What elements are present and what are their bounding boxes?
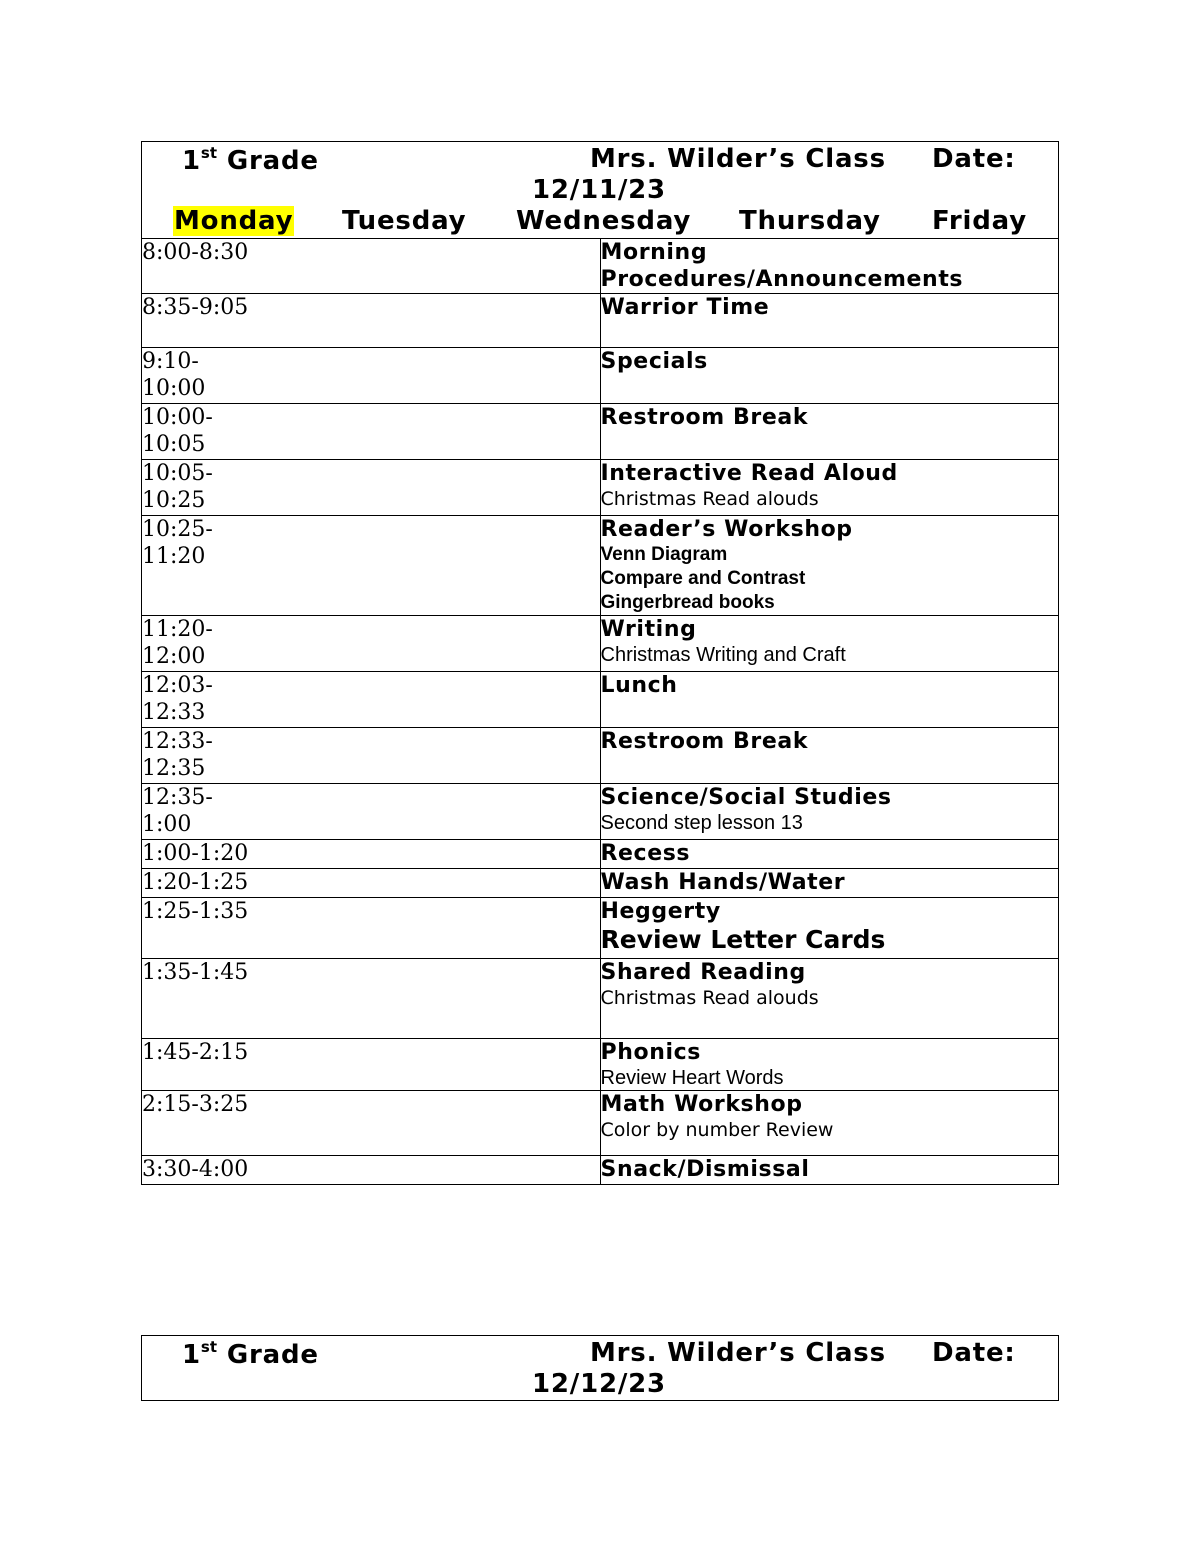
activity-cell <box>600 348 1059 404</box>
activity-title: Science/Social Studies <box>600 785 892 810</box>
time-cell: 10:05- 10:25 <box>142 460 601 516</box>
activity-note: Review Heart Words <box>600 1067 784 1089</box>
schedule-table-tuesday <box>141 1335 1059 1401</box>
activity-cell <box>600 869 1059 898</box>
date-label: Date: <box>932 144 1016 174</box>
table-row <box>142 616 1059 672</box>
table-row <box>142 404 1059 460</box>
table-row <box>142 1091 1059 1156</box>
activity-title: Restroom Break <box>600 729 809 754</box>
day-friday: Friday <box>932 206 1027 236</box>
activity-cell <box>600 239 1059 294</box>
time-cell: 3:30-4:00 <box>142 1156 601 1185</box>
time-cell: 2:15-3:25 <box>142 1091 601 1156</box>
schedule-table-monday <box>141 141 1059 1185</box>
activity-note: Christmas Read alouds <box>600 488 819 510</box>
table-row <box>142 784 1059 840</box>
activity-cell <box>600 959 1059 1039</box>
date-value: 12/12/23 <box>532 1369 666 1399</box>
class-name: Mrs. Wilder’s Class <box>590 1338 886 1368</box>
activity-title: Specials <box>600 349 708 374</box>
table-row <box>142 840 1059 869</box>
grade-label: 1st Grade <box>182 144 319 176</box>
time-cell: 1:20-1:25 <box>142 869 601 898</box>
activity-cell <box>600 728 1059 784</box>
table-row <box>142 239 1059 294</box>
activity-note: Gingerbread books <box>600 592 775 613</box>
time-cell: 12:35- 1:00 <box>142 784 601 840</box>
activity-cell <box>600 840 1059 869</box>
activity-cell <box>600 672 1059 728</box>
activity-title: Shared Reading <box>600 960 806 985</box>
activity-note: Review Letter Cards <box>600 925 886 954</box>
time-cell: 1:00-1:20 <box>142 840 601 869</box>
table-row <box>142 1156 1059 1185</box>
activity-cell <box>600 898 1059 959</box>
table-row <box>142 728 1059 784</box>
day-monday: Monday <box>174 206 294 236</box>
activity-title: Restroom Break <box>600 405 809 430</box>
activity-note: Venn Diagram <box>600 544 728 565</box>
time-cell: 10:00- 10:05 <box>142 404 601 460</box>
time-cell: 12:33- 12:35 <box>142 728 601 784</box>
table-row <box>142 460 1059 516</box>
time-cell: 1:35-1:45 <box>142 959 601 1039</box>
activity-title: Morning Procedures/Announcements <box>600 240 964 292</box>
table-row <box>142 959 1059 1039</box>
activity-title: Lunch <box>600 673 678 698</box>
activity-cell <box>600 294 1059 348</box>
time-cell: 8:00-8:30 <box>142 239 601 294</box>
table-row <box>142 869 1059 898</box>
day-tuesday: Tuesday <box>342 206 467 236</box>
time-cell: 1:25-1:35 <box>142 898 601 959</box>
activity-note: Compare and Contrast <box>600 568 806 589</box>
table-row <box>142 348 1059 404</box>
activity-note: Christmas Writing and Craft <box>600 644 846 666</box>
activity-title: Phonics <box>600 1040 701 1065</box>
date-value: 12/11/23 <box>532 175 666 205</box>
activity-title: Reader’s Workshop <box>600 517 853 542</box>
activity-cell <box>600 404 1059 460</box>
table-row <box>142 898 1059 959</box>
time-cell: 1:45-2:15 <box>142 1039 601 1091</box>
activity-title: Math Workshop <box>600 1092 803 1117</box>
activity-cell <box>600 616 1059 672</box>
activity-cell <box>600 516 1059 616</box>
activity-cell <box>600 784 1059 840</box>
activity-cell <box>600 1156 1059 1185</box>
time-cell: 12:03- 12:33 <box>142 672 601 728</box>
activity-note: Color by number Review <box>600 1119 834 1141</box>
table-row <box>142 672 1059 728</box>
time-cell: 8:35-9:05 <box>142 294 601 348</box>
activity-cell <box>600 1039 1059 1091</box>
day-wednesday: Wednesday <box>516 206 692 236</box>
time-cell: 9:10- 10:00 <box>142 348 601 404</box>
table-row <box>142 294 1059 348</box>
date-label: Date: <box>932 1338 1016 1368</box>
activity-cell <box>600 460 1059 516</box>
activity-title: Wash Hands/Water <box>600 870 846 895</box>
activity-title: Interactive Read Aloud <box>600 461 898 486</box>
activity-title: Writing <box>600 617 697 642</box>
table-row <box>142 516 1059 616</box>
day-thursday: Thursday <box>739 206 881 236</box>
grade-label: 1st Grade <box>182 1338 319 1370</box>
activity-title: Recess <box>600 841 691 866</box>
table-row <box>142 1039 1059 1091</box>
class-name: Mrs. Wilder’s Class <box>590 144 886 174</box>
activity-title: Heggerty <box>600 899 721 924</box>
activity-title: Snack/Dismissal <box>600 1157 810 1182</box>
activity-note: Second step lesson 13 <box>600 812 803 834</box>
activity-cell <box>600 1091 1059 1156</box>
time-cell: 11:20- 12:00 <box>142 616 601 672</box>
activity-title: Warrior Time <box>600 295 770 320</box>
schedule-header <box>142 1336 1059 1401</box>
time-cell: 10:25- 11:20 <box>142 516 601 616</box>
activity-note: Christmas Read alouds <box>600 987 819 1009</box>
schedule-header <box>142 142 1059 239</box>
